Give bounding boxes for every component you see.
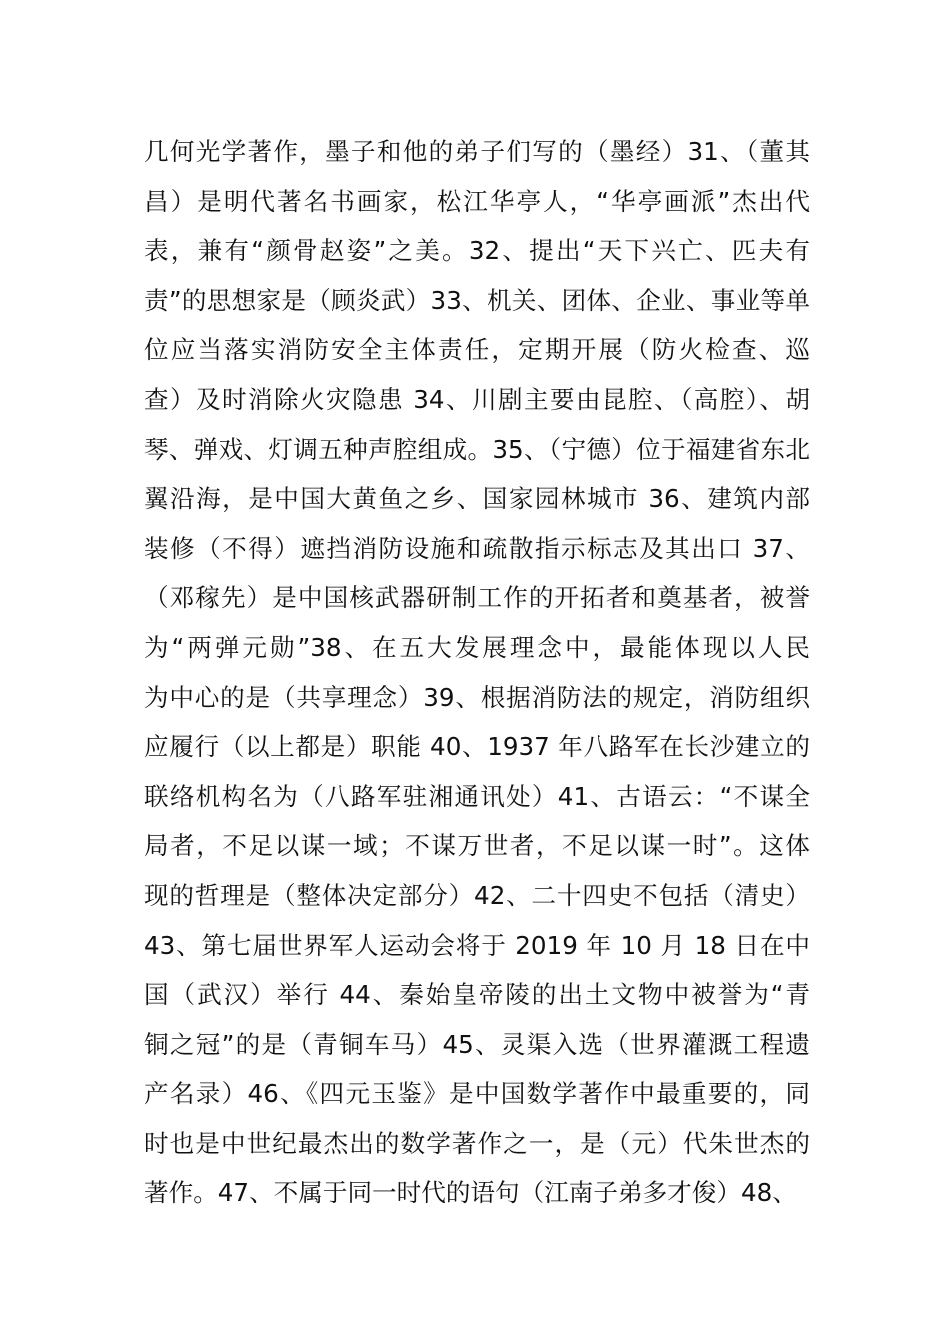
text-line-15: 局者，不足以谋一域；不谋万世者，不足以谋一时”。这体 xyxy=(144,831,810,861)
text-line-8: 翼沿海，是中国大黄鱼之乡、国家园林城市 36、建筑内部 xyxy=(144,484,810,514)
text-line-4: 责”的思想家是（顾炎武）33、机关、团体、企业、事业等单 xyxy=(144,285,810,315)
text-line-14: 联络机构名为（八路军驻湘通讯处）41、古语云：“不谋全 xyxy=(144,781,810,811)
body-paragraph xyxy=(144,127,810,1218)
text-line-22: 著作。47、不属于同一时代的语句（江南子弟多才俊）48、 xyxy=(144,1178,797,1208)
text-line-19: 铜之冠”的是（青铜车马）45、灵渠入选（世界灌溉工程遗 xyxy=(144,1029,810,1059)
text-line-16: 现的哲理是（整体决定部分）42、二十四史不包括（清史） xyxy=(144,880,810,910)
text-line-10: （邓稼先）是中国核武器研制工作的开拓者和奠基者，被誉 xyxy=(144,583,810,613)
text-line-18: 国（武汉）举行 44、秦始皇帝陵的出土文物中被誉为“青 xyxy=(144,980,810,1010)
text-line-11: 为“两弹元勋”38、在五大发展理念中，最能体现以人民 xyxy=(144,632,810,662)
text-line-5: 位应当落实消防安全主体责任，定期开展（防火检查、巡 xyxy=(144,335,810,365)
text-line-13: 应履行（以上都是）职能 40、1937 年八路军在长沙建立的 xyxy=(144,732,810,762)
text-line-1: 几何光学著作，墨子和他的弟子们写的（墨经）31、（董其 xyxy=(144,137,810,166)
text-line-2: 昌）是明代著名书画家，松江华亭人，“华亭画派”杰出代 xyxy=(144,186,810,216)
text-line-9: 装修（不得）遮挡消防设施和疏散指示标志及其出口 37、 xyxy=(144,533,810,563)
text-line-6: 查）及时消除火灾隐患 34、川剧主要由昆腔、（高腔）、胡 xyxy=(144,384,810,414)
text-line-21: 时也是中世纪最杰出的数学著作之一，是（元）代朱世杰的 xyxy=(144,1128,810,1158)
text-line-20: 产名录）46、《四元玉鉴》是中国数学著作中最重要的，同 xyxy=(144,1079,810,1109)
text-line-12: 为中心的是（共享理念）39、根据消防法的规定，消防组织 xyxy=(144,682,810,712)
text-line-7: 琴、弹戏、灯调五种声腔组成。35、（宁德）位于福建省东北 xyxy=(144,434,810,464)
text-line-3: 表，兼有“颜骨赵姿”之美。32、提出“天下兴亡、匹夫有 xyxy=(144,236,810,266)
text-line-17: 43、第七届世界军人运动会将于 2019 年 10 月 18 日在中 xyxy=(144,930,810,960)
